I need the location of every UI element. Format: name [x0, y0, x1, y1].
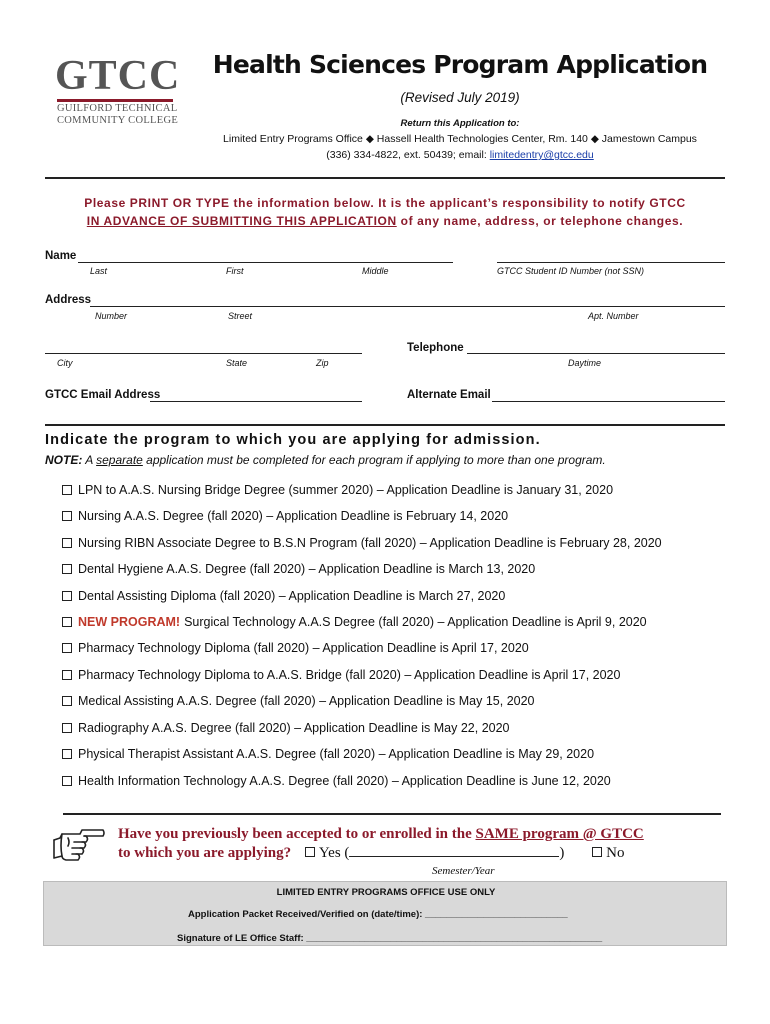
question-emphasis: SAME program @ GTCC: [475, 826, 644, 842]
program-label: Dental Hygiene A.A.S. Degree (fall 2020) – Application Deadline is March 13, 2020: [78, 562, 536, 576]
program-option[interactable]: [62, 668, 620, 682]
address-field[interactable]: [90, 306, 725, 307]
address-label: Address: [45, 294, 92, 306]
program-option[interactable]: [62, 774, 611, 788]
logo-line-1: GUILFORD TECHNICAL: [57, 103, 178, 114]
program-option[interactable]: [62, 483, 613, 497]
program-option[interactable]: [62, 562, 535, 576]
program-checkbox[interactable]: [62, 670, 72, 680]
program-checkbox[interactable]: [62, 511, 72, 521]
return-label: Return this Application to:: [400, 118, 520, 129]
contact-email-link[interactable]: limitedentry@gtcc.edu: [489, 149, 594, 161]
question-text: Have you previously been accepted to or enrolled in the: [118, 826, 476, 842]
program-label: Surgical Technology A.A.S Degree (fall 2020) – Application Deadline is April 9, 2020: [184, 615, 647, 629]
divider: [63, 813, 721, 815]
contact-phone: (336) 334-4822, ext. 50439; email:: [326, 149, 490, 161]
gtcc-email-label: GTCC Email Address: [45, 389, 161, 401]
program-option[interactable]: [62, 694, 535, 708]
gtcc-logo: [55, 55, 180, 127]
packet-received-line: Application Packet Received/Verified on (date/time): ___________________________: [188, 909, 568, 920]
program-label: LPN to A.A.S. Nursing Bridge Degree (summer 2020) – Application Deadline is January 31, 2020: [78, 483, 614, 497]
notice-rest: of any name, address, or telephone changes.: [396, 214, 684, 228]
state-caption: State: [226, 358, 248, 368]
program-label: Nursing RIBN Associate Degree to B.S.N Program (fall 2020) – Application Deadline is February 28, 2020: [78, 536, 662, 550]
city-state-zip-field[interactable]: [45, 353, 362, 354]
program-option[interactable]: [62, 615, 647, 629]
office-address: Limited Entry Programs Office ◆ Hassell Health Technologies Center, Rm. 140 ◆ Jamestown Campus: [223, 133, 697, 145]
name-field[interactable]: [78, 262, 453, 263]
divider: [45, 424, 725, 426]
note-label: NOTE:: [45, 453, 83, 467]
yes-label: Yes (: [318, 845, 350, 861]
program-option[interactable]: [62, 747, 594, 761]
program-checkbox[interactable]: [62, 617, 72, 627]
program-label: Health Information Technology A.A.S. Degree (fall 2020) – Application Deadline is June 12, 2020: [78, 774, 611, 788]
program-checkbox[interactable]: [62, 643, 72, 653]
notice-line-1: Please PRINT OR TYPE the information below. It is the applicant’s responsibility to notify GTCC: [84, 196, 686, 210]
previous-enrollment-question: [118, 826, 644, 843]
program-label: Nursing A.A.S. Degree (fall 2020) – Application Deadline is February 14, 2020: [78, 509, 509, 523]
program-checkbox[interactable]: [62, 485, 72, 495]
revised-date: (Revised July 2019): [400, 90, 520, 105]
address-apt-caption: Apt. Number: [588, 311, 639, 321]
program-checkbox[interactable]: [62, 564, 72, 574]
student-id-field[interactable]: [497, 262, 725, 263]
no-checkbox[interactable]: [592, 847, 602, 857]
address-number-caption: Number: [95, 311, 128, 321]
logo-wordmark: GTCC: [55, 53, 181, 99]
alternate-email-field[interactable]: [492, 401, 725, 402]
alternate-email-label: Alternate Email: [407, 389, 491, 401]
no-option[interactable]: [592, 845, 624, 861]
name-label: Name: [45, 250, 77, 262]
program-checkbox[interactable]: [62, 776, 72, 786]
yes-checkbox[interactable]: [305, 847, 315, 857]
student-id-caption: GTCC Student ID Number (not SSN): [497, 266, 645, 276]
yes-close: ): [559, 845, 565, 861]
question-text-2: to which you are applying?: [118, 845, 292, 861]
program-label: Dental Assisting Diploma (fall 2020) – Application Deadline is March 27, 2020: [78, 589, 506, 603]
address-street-caption: Street: [228, 311, 253, 321]
yes-option[interactable]: [305, 845, 565, 861]
program-option[interactable]: [62, 536, 662, 550]
no-label: No: [606, 845, 625, 861]
page-title: Health Sciences Program Application: [212, 50, 708, 79]
note-post: application must be completed for each program if applying to more than one program.: [142, 453, 606, 467]
program-option[interactable]: [62, 509, 508, 523]
semester-year-field[interactable]: [349, 845, 559, 857]
program-option[interactable]: [62, 641, 529, 655]
semester-year-caption: Semester/Year: [432, 865, 495, 877]
program-label: Radiography A.A.S. Degree (fall 2020) – Application Deadline is May 22, 2020: [78, 721, 510, 735]
program-option[interactable]: [62, 589, 505, 603]
zip-caption: Zip: [316, 358, 329, 368]
program-note: [45, 453, 606, 467]
staff-signature-line: Signature of LE Office Staff: ________________________________________________________: [177, 933, 603, 944]
note-emphasis: separate: [96, 453, 143, 467]
contact-line: [150, 149, 770, 161]
pointing-hand-icon: [52, 824, 106, 866]
previous-enrollment-question-2: [118, 845, 625, 862]
name-middle-caption: Middle: [362, 266, 389, 276]
program-option[interactable]: [62, 721, 510, 735]
program-checkbox[interactable]: [62, 591, 72, 601]
divider: [45, 177, 725, 179]
telephone-field[interactable]: [467, 353, 725, 354]
logo-line-2: COMMUNITY COLLEGE: [57, 115, 179, 126]
program-label: Physical Therapist Assistant A.A.S. Degree (fall 2020) – Application Deadline is May 29, 2020: [78, 747, 595, 761]
telephone-label: Telephone: [407, 342, 464, 354]
program-checkbox[interactable]: [62, 723, 72, 733]
program-heading: Indicate the program to which you are applying for admission.: [45, 432, 541, 448]
logo-rule: [57, 99, 173, 102]
office-use-box: [43, 881, 727, 946]
notice-emphasis: IN ADVANCE OF SUBMITTING THIS APPLICATION: [86, 214, 397, 228]
city-caption: City: [57, 358, 73, 368]
program-checkbox[interactable]: [62, 538, 72, 548]
telephone-daytime-caption: Daytime: [568, 358, 602, 368]
notice-line-2: [40, 214, 730, 228]
note-pre: A: [82, 453, 97, 467]
program-checkbox[interactable]: [62, 749, 72, 759]
program-label: Pharmacy Technology Diploma to A.A.S. Bridge (fall 2020) – Application Deadline is April 17, 2020: [78, 668, 621, 682]
office-use-title: LIMITED ENTRY PROGRAMS OFFICE USE ONLY: [276, 887, 496, 898]
name-first-caption: First: [226, 266, 244, 276]
program-label: Pharmacy Technology Diploma (fall 2020) – Application Deadline is April 17, 2020: [78, 641, 529, 655]
new-program-badge: NEW PROGRAM!: [78, 615, 181, 629]
gtcc-email-field[interactable]: [150, 401, 362, 402]
name-last-caption: Last: [90, 266, 108, 276]
program-label: Medical Assisting A.A.S. Degree (fall 2020) – Application Deadline is May 15, 2020: [78, 694, 535, 708]
program-checkbox[interactable]: [62, 696, 72, 706]
